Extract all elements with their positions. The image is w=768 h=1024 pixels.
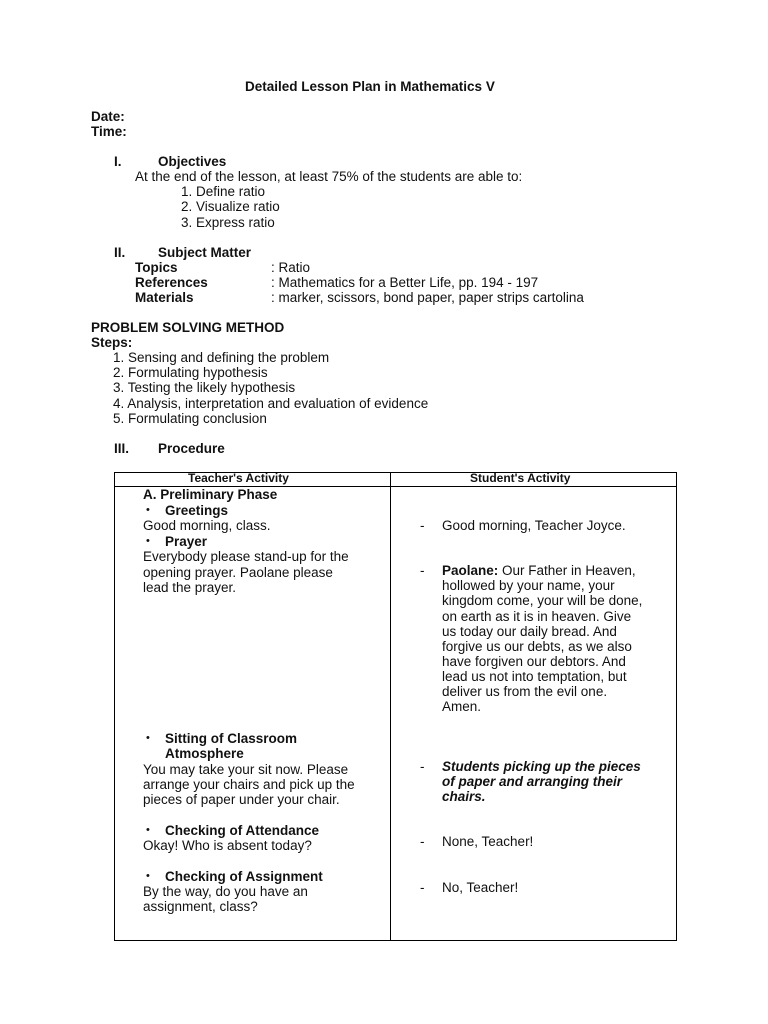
dash: -: [420, 518, 425, 533]
prayer-student-line: [442, 563, 636, 578]
method-heading: PROBLEM SOLVING METHOD: [91, 320, 285, 335]
prayer-student-text: deliver us from the evil one.: [442, 684, 608, 699]
assignment-heading: Checking of Assignment: [165, 869, 323, 884]
step-item: 3. Testing the likely hypothesis: [113, 380, 296, 395]
greetings-heading: Greetings: [165, 503, 229, 518]
sitting-student-text: Students picking up the pieces: [442, 759, 641, 774]
sitting-heading: Atmosphere: [165, 746, 244, 761]
assignment-teacher-text: assignment, class?: [143, 899, 258, 914]
objective-item: 3. Express ratio: [181, 215, 275, 230]
prayer-student-text: on earth as it is in heaven. Give: [442, 609, 632, 624]
sitting-teacher-text: arrange your chairs and pick up the: [143, 777, 355, 792]
objectives-numeral: I.: [114, 154, 122, 169]
bullet: •: [146, 732, 150, 744]
step-item: 2. Formulating hypothesis: [113, 365, 268, 380]
step-item: 1. Sensing and defining the problem: [113, 350, 330, 365]
prayer-student-text: Amen.: [442, 699, 482, 714]
prayer-teacher-text: Everybody please stand-up for the: [143, 549, 349, 564]
sitting-student-text: of paper and arranging their: [442, 774, 623, 789]
bullet: •: [146, 870, 150, 882]
prayer-student-text: us today our daily bread. And: [442, 624, 617, 639]
bullet: •: [146, 504, 150, 516]
teacher-column-header: Teacher's Activity: [188, 471, 289, 485]
prayer-heading: Prayer: [165, 534, 208, 549]
preliminary-phase-heading: A. Preliminary Phase: [143, 487, 278, 502]
sitting-teacher-text: You may take your sit now. Please: [143, 762, 349, 777]
objective-item: 1. Define ratio: [181, 184, 266, 199]
student-column-header: Student's Activity: [470, 471, 571, 485]
student-name: Paolane:: [442, 563, 499, 578]
time-label: Time:: [91, 124, 127, 139]
objective-item: 2. Visualize ratio: [181, 199, 280, 214]
prayer-student-text: forgive us our debts, as we also: [442, 639, 632, 654]
prayer-student-text: have forgiven our debtors. And: [442, 654, 626, 669]
greetings-teacher-text: Good morning, class.: [143, 518, 271, 533]
topics-label: Topics: [135, 260, 178, 275]
step-item: 4. Analysis, interpretation and evaluation of evidence: [113, 396, 429, 411]
references-value: : Mathematics for a Better Life, pp. 194 - 197: [271, 275, 539, 290]
dash: -: [420, 563, 425, 578]
attendance-heading: Checking of Attendance: [165, 823, 320, 838]
objectives-heading: Objectives: [158, 154, 227, 169]
sitting-teacher-text: pieces of paper under your chair.: [143, 792, 340, 807]
materials-value: : marker, scissors, bond paper, paper strips cartolina: [271, 290, 584, 305]
dash: -: [420, 834, 425, 849]
procedure-numeral: III.: [114, 441, 130, 456]
prayer-student-text: kingdom come, your will be done,: [442, 593, 643, 608]
assignment-teacher-text: By the way, do you have an: [143, 884, 308, 899]
topics-value: : Ratio: [271, 260, 311, 275]
document-title: Detailed Lesson Plan in Mathematics V: [245, 79, 495, 94]
dash: -: [420, 880, 425, 895]
prayer-student-text: Our Father in Heaven,: [498, 563, 636, 578]
date-label: Date:: [91, 109, 125, 124]
prayer-teacher-text: lead the prayer.: [143, 580, 237, 595]
step-item: 5. Formulating conclusion: [113, 411, 267, 426]
materials-label: Materials: [135, 290, 194, 305]
prayer-teacher-text: opening prayer. Paolane please: [143, 565, 333, 580]
sitting-heading: Sitting of Classroom: [165, 731, 298, 746]
attendance-teacher-text: Okay! Who is absent today?: [143, 838, 312, 853]
bullet: •: [146, 824, 150, 836]
subject-matter-numeral: II.: [114, 245, 126, 260]
prayer-student-text: hollowed by your name, your: [442, 578, 615, 593]
steps-label: Steps:: [91, 335, 133, 350]
prayer-student-text: lead us not into temptation, but: [442, 669, 627, 684]
dash: -: [420, 759, 425, 774]
sitting-student-text: chairs.: [442, 789, 486, 804]
references-label: References: [135, 275, 208, 290]
greetings-student-text: Good morning, Teacher Joyce.: [442, 518, 626, 533]
procedure-heading: Procedure: [158, 441, 225, 456]
bullet: •: [146, 535, 150, 547]
assignment-student-text: No, Teacher!: [442, 880, 519, 895]
attendance-student-text: None, Teacher!: [442, 834, 534, 849]
table-column-divider: [390, 473, 391, 940]
objectives-intro: At the end of the lesson, at least 75% of the students are able to:: [135, 169, 523, 184]
subject-matter-heading: Subject Matter: [158, 245, 252, 260]
